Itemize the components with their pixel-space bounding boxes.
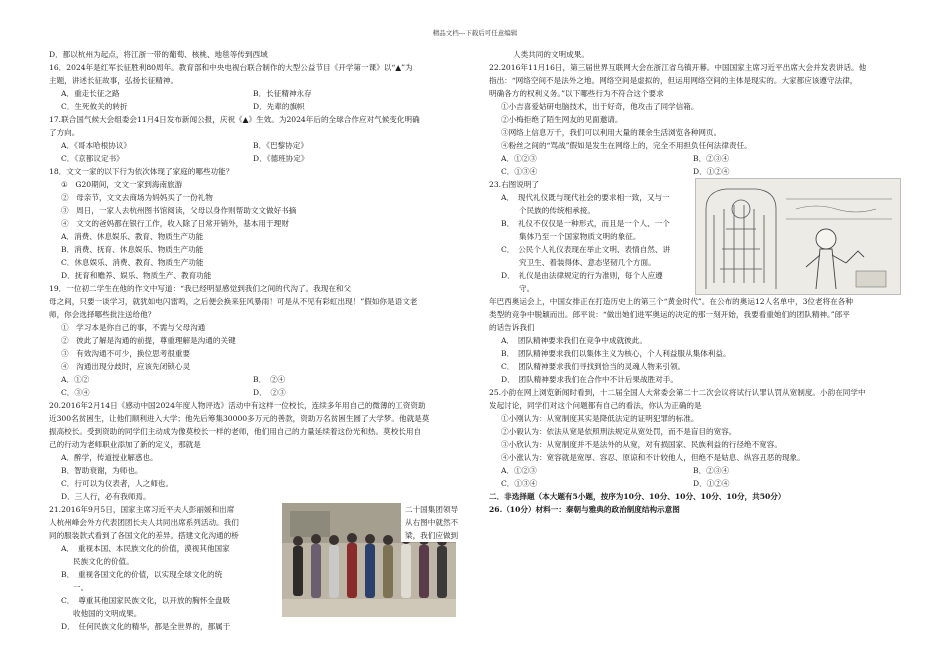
- option-b: B．《巴黎协定》: [253, 141, 308, 150]
- option-d: D．先辈的旗帜: [253, 102, 305, 111]
- question-17: [49, 113, 469, 165]
- statement-2: ②小毅认为：依法从宽是依照刑法规定从宽处罚，而不是盲目的宽容。: [501, 427, 737, 436]
- question-19: [49, 282, 469, 399]
- etiquette-cartoon-image: [695, 178, 901, 295]
- question-stem: 了方向。: [49, 128, 80, 137]
- question-20: [49, 399, 469, 503]
- question-stem: 的话告诉我们: [489, 323, 535, 332]
- question-stem: 16．2024年是红军长征胜利80周年。教育部和中央电视台联合制作的大型公益节目《开学第一课》以“▲”为: [49, 63, 413, 72]
- cartoon-drawing: [696, 179, 900, 294]
- option-c-cont: 究卫生、着装得体、意态坚韧几个方面。: [519, 258, 656, 267]
- question-stem: 21.2016年9月5日，国家主席习近平夫人彭丽媛和出席: [49, 505, 235, 514]
- statement-2: ② 彼此了解是沟通的前提，尊重理解是沟通的关键: [61, 336, 236, 345]
- question-stem: 振高校长。受到资助的同学们主动成为像莫校长一样的老师，他们用自己的力量延续着这份光和热。莫校长用自: [49, 427, 422, 436]
- question-stem: 17.联合国气候大会组委会11月4日发布新闻公报，庆祝《▲》生效。为2024年后的全球合作应对气候变化明确: [49, 115, 420, 124]
- statement-4: ④ 文文的爸妈都在银行工作，收入除了日常开销外，基本用于理财: [61, 219, 289, 228]
- question-stem-right: 梁，我们应做到: [401, 529, 458, 542]
- statement-4: ④ 沟通出现分歧时，应该先闭锁心灵: [61, 362, 191, 371]
- statement-1: ①小吉喜爱姑研电脑技术，出于好奇，他攻击了同学信箱。: [501, 102, 699, 111]
- option-d: D．《德班协定》: [253, 154, 309, 163]
- option-c: C． 公民个人礼仪表现在举止文明、表情自然、讲: [501, 245, 671, 254]
- question-stem: 发起讨论，同学们对这个问题都有自己的看法，你认为正确的是: [489, 401, 702, 410]
- question-26-title: 26.（10分）材料一：秦朝与雅典的政治制度结构示意图: [489, 505, 680, 514]
- option-b-cont: 一。: [73, 583, 89, 592]
- question-stem: 23.右图说明了: [489, 180, 540, 189]
- option-b: B．②③④: [693, 154, 729, 163]
- question-stem: 明确各方的权利义务。”以下哪些行为不符合这个要求: [489, 89, 664, 98]
- statement-3: ③ 有效沟通不可少，换位思考很重要: [61, 349, 191, 358]
- option-c: C． 尊重其他国家民族文化，以开放的胸怀全盘吸: [61, 596, 231, 605]
- question-stem: 同的服装款式看到了各国文化的差异。搭建文化沟通的桥: [49, 531, 239, 540]
- question-stem: 18．文文一家的以下行为依次体现了家庭的哪些功能？: [49, 167, 234, 176]
- option-d-cont: 守。: [519, 284, 535, 293]
- statement-2: ② 母亲节，文文去商场为妈妈买了一份礼物: [61, 193, 213, 202]
- question-stem: 22.2016年11月16日，第三届世界互联网大会在浙江省乌镇开幕。中国国家主席习近平出席大会并发表讲话。他: [489, 63, 867, 72]
- option-a: A．①②③: [501, 154, 537, 163]
- option-a: A．《哥本哈根协议》: [61, 141, 132, 150]
- question-stem: 母之间，只要一谈学习，就犹如电闪雷鸣，之后便会换来狂风暴雨！可是从不见有彩虹出现！”假如你是语文老: [49, 297, 418, 306]
- statement-4: ④小涨认为：宽容就是宽厚、容忍、原谅和不计较他人，但绝不是姑息、纵容丑恶的现象。: [501, 453, 805, 462]
- statement-1: ① G20期间，文文一家到海南旅游: [61, 180, 183, 189]
- option-b: B． 团队精神要求我们以集体主义为核心，个人利益服从集体利益。: [501, 349, 731, 358]
- option-a: A． 现代礼仪既与现代社会的要求相一致，又与一: [501, 193, 670, 202]
- question-21: [49, 503, 469, 633]
- left-column: [49, 48, 469, 633]
- option-a: A． 团队精神要求我们在竞争中成就彼此。: [501, 336, 647, 345]
- question-16: [49, 61, 469, 113]
- section-heading-nonchoice: 二．非选择题（本大题有5小题，按序为10分、10分、10分、10分、10分，共50分）: [489, 492, 786, 501]
- question-stem: 主题，讲述长征故事，弘扬长征精神。: [49, 76, 179, 85]
- option-c: C．《京都议定书》: [61, 154, 124, 163]
- option-b: B．智助衰谢，为师也。: [61, 466, 143, 475]
- option-d: D． 团队精神要求我们在合作中不计后果战胜对手。: [501, 375, 678, 384]
- option-b: B． ②④: [253, 375, 286, 384]
- option-d: D． 礼仪是由法律规定的行为准则，每个人应遵: [501, 271, 663, 280]
- option-c: C．③④: [61, 388, 90, 397]
- question-25: [489, 386, 909, 490]
- question-18: [49, 165, 469, 282]
- option-d: D．①②④: [693, 167, 730, 176]
- question-stem: 19．一位初二学生在他的作文中写道：“我已经明显感觉到我们之间的代沟了。我现在和父: [49, 284, 352, 293]
- page-header: 精品文档---下载后可任意编辑: [432, 29, 518, 37]
- right-column: [489, 48, 909, 516]
- statement-4: ④粉丝之间的“骂战”假如是发生在网络上的，完全不用担负任何法律责任。: [501, 141, 752, 150]
- option-a: A．醉学，传道授业解惑也。: [61, 453, 158, 462]
- q15-option-d: D．都以杭州为起点，将江浙一带的葡萄、核桃、地毯等传到西域: [49, 50, 268, 59]
- option-c: C．生死攸关的转折: [61, 102, 128, 111]
- option-c: C．①③④: [501, 479, 538, 488]
- option-a: A． 重视本国、本民族文化的价值，漠视其他国家: [61, 544, 230, 553]
- option-d: D．①②④: [693, 479, 730, 488]
- option-a: A．①②③: [501, 466, 537, 475]
- question-stem: 类型的竞争中脱颖而出。郎平说：“做出她们进军奥运的决定的那一刻开始，我要看重她们的团队精神。”郎平: [489, 310, 850, 319]
- question-22: [489, 61, 909, 178]
- option-c: C．行可以为仪表者，人之师也。: [61, 479, 174, 488]
- question-stem: 20.2016年2月14日《感动中国2024年度人物评选》活动中有这样一位校长，连续多年用自己的微薄的工资资助: [49, 401, 426, 410]
- option-c: C．①③④: [501, 167, 538, 176]
- option-a: A．重走长征之路: [61, 89, 120, 98]
- question-23: [489, 178, 909, 295]
- option-b: B． 重视各国文化的价值，以实现全球文化的统: [61, 570, 223, 579]
- q21-option-d-cont: 人类共同的文明成果。: [513, 50, 589, 59]
- statement-1: ① 学习本是你自己的事，不需与父母沟通: [61, 323, 206, 332]
- question-stem: 人杭州峰会外方代表团团长夫人共同出席系列活动。我们: [49, 518, 239, 527]
- option-b: B．长征精神永存: [253, 89, 312, 98]
- question-stem-right: 从右图中就然不: [401, 516, 458, 529]
- question-stem: 师，你会选择哪些批注送给他？: [49, 310, 156, 319]
- option-d: D． 任何民族文化的精华，都是全世界的，都属于: [61, 622, 231, 631]
- option-b: B．消费、抚育、休息娱乐、物质生产功能: [61, 245, 204, 254]
- question-stem-right: 二十国集团领导: [401, 503, 458, 516]
- option-b: B． 礼仪不仅仅是一种形式，而且是一个人、一个: [501, 219, 670, 228]
- option-d: D．抚育和赡养、娱乐、物质生产、教育功能: [61, 271, 212, 280]
- question-24: [489, 295, 909, 386]
- option-a-cont: 民族文化的价值。: [73, 557, 134, 566]
- question-stem: 己的行动为老师职业添加了新的定义，那就是: [49, 440, 201, 449]
- statement-3: ③小欣认为：从宽制度并不是法外的从宽，对有损国家、民族利益的行径绝不宽容。: [501, 440, 782, 449]
- option-c: C．休息娱乐、消费、教育、物质生产功能: [61, 258, 204, 267]
- option-a-cont: 个民族的传统相承接。: [519, 206, 595, 215]
- option-b-cont: 集体乃至一个国家物质文明的象征。: [519, 232, 641, 241]
- option-a: A．消费、休息娱乐、教育、物质生产功能: [61, 232, 204, 241]
- statement-2: ②小梅拒绝了陌生网友的见面邀请。: [501, 115, 623, 124]
- option-b: B．②③④: [693, 466, 729, 475]
- statement-3: ③网络上信息万千，我们可以利用大量的课余生活浏览各种网页。: [501, 128, 722, 137]
- question-stem: 25.小韵在网上浏览新闻时看到，十二届全国人大常委会第二十二次会议将试行认罪认罚从宽制度。小韵在同学中: [489, 388, 866, 397]
- question-stem: 指出：“网络空间不是法外之地。网络空间是虚拟的，但运用网络空间的主体是现实的。大家都应该遵守法律，: [489, 76, 858, 85]
- statement-3: ③ 周日，一家人去杭州图书馆阅读，父母以身作则帮助文文做好书摘: [61, 206, 297, 215]
- option-d: D．三人行，必有我师焉。: [61, 492, 151, 501]
- question-stem: 近300名贫困生，让他们顺利进入大学；他先后筹集30000多万元的善款，资助万名贫困生圆了大学梦。他就是莫: [49, 414, 430, 423]
- option-a: A．①②: [61, 375, 90, 384]
- statement-1: ①小刚认为：从宽制度其实是降低法定的证明犯罪的标准。: [501, 414, 699, 423]
- option-c-cont: 收他国的文明成果。: [73, 609, 142, 618]
- option-c: C． 团队精神要求我们寻找到恰当的灵魂人物来引领。: [501, 362, 686, 371]
- question-stem: 年巴西奥运会上，中国女排正在打造历史上的第三个“黄金时代”。在公布的奥运12人名单中，3位老将在各种: [489, 297, 853, 306]
- option-d: D． ②③: [253, 388, 286, 397]
